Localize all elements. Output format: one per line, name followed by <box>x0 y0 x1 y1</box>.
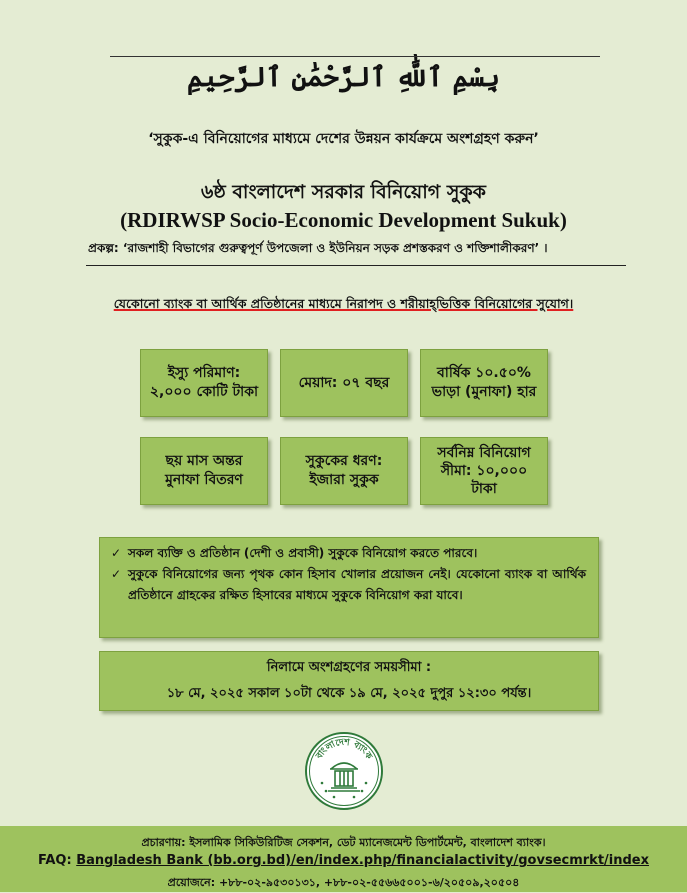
footer-publicity: প্রচারণায়: ইসলামিক সিকিউরিটিজ সেকশন, ডেট ম্যানেজমেন্ট ডিপার্টমেন্ট, বাংলাদেশ ব্যাংক। <box>141 836 546 849</box>
info-box-minimum-investment <box>420 437 548 505</box>
info-box-line: টাকা <box>471 481 497 498</box>
divider <box>86 265 626 266</box>
info-box-line: সীমা: ১০,০০০ <box>440 462 528 479</box>
info-box-line: মেয়াদ: ০৭ বছর <box>298 374 390 391</box>
info-box-line: ২,০০০ কোটি টাকা <box>149 384 259 400</box>
faq-label: FAQ: <box>37 853 72 868</box>
footer-contact: প্রয়োজনে: +৮৮-০২-৯৫৩০১৩১, +৮৮-০২-৫৫৬৬৫০০১-৬/২০৫০৯,২০৫০৪ <box>167 876 520 889</box>
title-english: (RDIRWSP Socio-Economic Development Sukuk) <box>120 208 567 232</box>
slogan: ‘সুকুক-এ বিনিয়োগের মাধ্যমে দেশের উন্নয়ন কার্যক্রমে অংশগ্রহণ করুন’ <box>148 131 539 147</box>
feature-text: সকল ব্যক্তি ও প্রতিষ্ঠান (দেশী ও প্রবাসী) সুকুকে বিনিয়োগ করতে পারবে। <box>128 546 478 560</box>
checkmark-icon: ✓ <box>111 567 122 581</box>
feature-item <box>111 564 586 606</box>
info-box-sukuk-type <box>280 437 408 505</box>
info-box-line: ছয় মাস অন্তর <box>165 453 243 470</box>
feature-item <box>111 543 586 564</box>
feature-text: সুকুকে বিনিয়োগের জন্য পৃথক কোন হিসাব খোলার প্রয়োজন নেই। যেকোনো ব্যাংক বা আর্থিক প্রতিষ্ঠানে গ্রাহকের রক্ষিত হিসাবের মাধ্যমে সুকুকে বিনিয়োগ করা যাবে। <box>128 567 586 602</box>
deadline-title: নিলামে অংশগ্রহণের সময়সীমা : <box>266 660 432 675</box>
divider <box>110 56 600 57</box>
footer <box>0 826 687 892</box>
bismillah: بِسْمِ ٱللَّٰهِ ٱلرَّحْمَٰنِ ٱلرَّحِيمِ <box>187 62 500 93</box>
checkmark-icon: ✓ <box>111 546 122 560</box>
info-box-line: ইজারা সুকুক <box>309 472 379 488</box>
info-box-line: মুনাফা বিতরণ <box>165 472 243 488</box>
project-name: প্রকল্প: ‘রাজশাহী বিভাগের গুরুত্বপূর্ণ উপজেলা ও ইউনিয়ন সড়ক প্রশস্তকরণ ও শক্তিশালীকরণ’ । <box>88 241 548 255</box>
opportunity-text <box>0 296 687 316</box>
seal-text: বাংলাদেশ ব্যাংক <box>314 737 374 762</box>
footer-faq <box>0 853 687 868</box>
title-bengali: ৬ষ্ঠ বাংলাদেশ সরকার বিনিয়োগ সুকুক <box>201 181 486 203</box>
info-box-issue-amount <box>140 349 268 417</box>
info-box-rental-rate <box>420 349 548 417</box>
info-box-line: বার্ষিক ১০.৫০% <box>437 365 531 382</box>
faq-link-path[interactable]: /en/index.php/financialactivity/govsecmrkt/index <box>291 853 649 868</box>
faq-link[interactable]: Bangladesh Bank (bb.org.bd) <box>76 853 292 868</box>
info-box-tenure <box>280 349 408 417</box>
features-box <box>99 537 599 638</box>
info-box-line: ইস্যু পরিমাণ: <box>167 365 241 382</box>
info-box-profit-distribution <box>140 437 268 505</box>
deadline-box <box>99 651 599 711</box>
bangladesh-bank-seal-icon <box>304 731 384 811</box>
info-box-line: সর্বনিম্ন বিনিয়োগ <box>437 444 531 461</box>
deadline-date: ১৮ মে, ২০২৫ সকাল ১০টা থেকে ১৯ মে, ২০২৫ দুপুর ১২:৩০ পর্যন্ত। <box>166 686 532 701</box>
info-box-line: সুকুকের ধরণ: <box>305 453 383 470</box>
info-box-line: ভাড়া (মুনাফা) হার <box>431 384 537 400</box>
opportunity-label: যেকোনো ব্যাংক বা আর্থিক প্রতিষ্ঠানের মাধ্যমে নিরাপদ ও শরীয়াহ্‌ভিত্তিক বিনিয়োগের সুযোগ। <box>113 296 574 311</box>
